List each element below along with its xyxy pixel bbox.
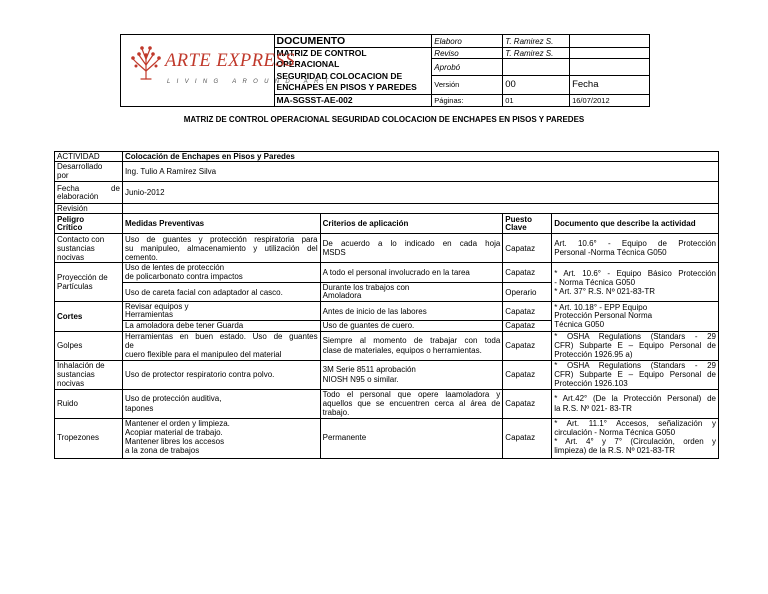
paginas-value: 01 bbox=[503, 94, 570, 106]
documento-cell bbox=[552, 389, 719, 418]
text-line: Uso de lentes de protección bbox=[124, 263, 225, 273]
medidas-cell bbox=[122, 418, 320, 458]
brand-name: ARTE EXPRESS bbox=[165, 51, 295, 71]
text-line: Durante los trabajos con bbox=[322, 282, 410, 292]
text-line: Partículas bbox=[57, 282, 93, 292]
text-line: * Art. 10.18° - EPP Equipo bbox=[554, 302, 648, 312]
puesto-cell: Capataz bbox=[503, 418, 552, 458]
medidas-cell: La amoladora debe tener Guarda bbox=[122, 321, 320, 331]
control-matrix-table bbox=[54, 151, 719, 459]
text-line: Mantener el orden y limpieza. bbox=[124, 419, 230, 429]
text-line: de policarbonato contra impactos bbox=[124, 271, 243, 281]
version-value: 00 bbox=[503, 75, 570, 94]
desarrollado-label-line-2: por bbox=[57, 170, 69, 180]
criterios-cell bbox=[320, 360, 503, 389]
text-line: * Art. 4° y 7° (Circulación, orden y bbox=[554, 437, 716, 447]
col-peligro bbox=[55, 214, 123, 234]
reviso-label: Reviso bbox=[432, 48, 503, 59]
date-value: 16/07/2012 bbox=[570, 94, 650, 106]
criterios-cell bbox=[320, 389, 503, 418]
text-line: trabajo. bbox=[322, 408, 350, 418]
row-fecha bbox=[55, 182, 719, 204]
peligro-cell bbox=[55, 263, 123, 302]
revision-label: Revisión bbox=[55, 204, 123, 214]
table-row bbox=[55, 360, 719, 389]
documento-cell bbox=[552, 263, 719, 302]
table-row bbox=[55, 302, 719, 321]
page-title: MATRIZ DE CONTROL OPERACIONAL SEGURIDAD COLOCACION DE ENCHAPES EN PISOS Y PAREDES bbox=[183, 115, 585, 124]
elaboro-extra bbox=[570, 35, 650, 48]
medidas-cell bbox=[122, 389, 320, 418]
text-line: CFR) Subparte E – Equipo Personal de bbox=[554, 369, 716, 379]
aprobo-extra bbox=[570, 59, 650, 76]
column-header-row bbox=[55, 214, 719, 234]
text-line: Mantener libres los accesos bbox=[124, 437, 225, 447]
text-line: Amoladora bbox=[322, 291, 362, 301]
puesto-cell: Capataz bbox=[503, 360, 552, 389]
table-row bbox=[55, 389, 719, 418]
medidas-cell bbox=[122, 263, 320, 283]
text-line: * Art. 10.6° - Equipo Básico Protección bbox=[554, 268, 716, 278]
text-line: * Art. 11.1° Accesos, señalización y bbox=[554, 419, 716, 429]
doc-title-line-2: SEGURIDAD COLOCACION DE bbox=[276, 70, 403, 81]
text-line: Todo el personal que opere laamoladora y bbox=[322, 389, 501, 399]
desarrollado-label bbox=[55, 162, 123, 182]
documento-cell bbox=[552, 418, 719, 458]
col-peligro-line-1: Peligro bbox=[57, 214, 85, 224]
aprobo-value bbox=[503, 59, 570, 76]
documento-cell bbox=[552, 360, 719, 389]
reviso-value: T. Ramirez S. bbox=[503, 48, 570, 59]
fecha-label bbox=[55, 182, 123, 204]
desarrollado-label-line-1: Desarrollado bbox=[57, 162, 103, 172]
peligro-cell: Cortes bbox=[55, 302, 123, 331]
aprobo-label: Aprobó bbox=[432, 59, 503, 76]
text-line: Revisar equipos y bbox=[124, 301, 189, 311]
text-line: 3M Serie 8511 aprobación bbox=[322, 365, 416, 375]
actividad-value: Colocación de Enchapes en Pisos y Paredes bbox=[122, 152, 718, 162]
puesto-cell: Capataz bbox=[503, 234, 552, 263]
text-line: Art. 10.6° - Equipo de Protección bbox=[554, 239, 716, 249]
text-line: su manipuleo, almacenamiento y utilización del bbox=[124, 243, 318, 253]
table-row bbox=[55, 263, 719, 283]
text-line: Contacto con bbox=[57, 234, 105, 244]
text-line: nocivas bbox=[57, 252, 85, 262]
text-line: Personal -Norma Técnica G050 bbox=[554, 248, 667, 258]
col-puesto-line-1: Puesto bbox=[505, 214, 532, 224]
text-line: Acopiar material de trabajo. bbox=[124, 428, 223, 438]
puesto-cell: Capataz bbox=[503, 331, 552, 360]
paginas-label: Páginas: bbox=[432, 94, 503, 106]
version-label: Versión bbox=[432, 75, 503, 94]
text-line: Uso de protección auditiva, bbox=[124, 394, 222, 404]
table-row bbox=[55, 234, 719, 263]
puesto-cell: Capataz bbox=[503, 302, 552, 321]
desarrollado-value: Ing. Tulio A Ramírez Silva bbox=[122, 162, 718, 182]
puesto-cell: Capataz bbox=[503, 263, 552, 283]
text-line: Herramientas en buen estado. Uso de guantes bbox=[124, 331, 318, 341]
text-line: cemento. bbox=[124, 252, 158, 262]
medidas-cell bbox=[122, 234, 320, 263]
puesto-cell: Capataz bbox=[503, 389, 552, 418]
medidas-cell bbox=[122, 331, 320, 360]
col-documento: Documento que describe la actividad bbox=[552, 214, 719, 234]
text-line: limpieza) de la R.S. Nº 021-83-TR bbox=[554, 445, 675, 455]
text-line: * Art. 37° R.S. Nº 021-83-TR bbox=[554, 286, 656, 296]
documento-cell bbox=[552, 331, 719, 360]
criterios-cell bbox=[320, 283, 503, 302]
col-puesto-line-2: Clave bbox=[505, 222, 527, 232]
text-line: de bbox=[124, 340, 134, 350]
text-line: cuero flexible para el manipuleo del material bbox=[124, 350, 282, 360]
text-line: nocivas bbox=[57, 379, 85, 389]
document-header bbox=[120, 34, 650, 107]
fecha-label-word-2: de bbox=[111, 183, 120, 193]
text-line: CFR) Subparte E – Equipo Personal de bbox=[554, 340, 716, 350]
revision-value bbox=[122, 204, 718, 214]
col-medidas: Medidas Preventivas bbox=[122, 214, 320, 234]
medidas-cell: Uso de protector respiratorio contra polvo. bbox=[122, 360, 320, 389]
peligro-cell: Golpes bbox=[55, 331, 123, 360]
text-line: De acuerdo a lo indicado en cada hoja bbox=[322, 239, 501, 249]
text-line: Protección 1926.103 bbox=[554, 379, 628, 389]
text-line: Inhalación de bbox=[57, 360, 105, 370]
text-line: circulación - Norma Técnica G050 bbox=[554, 428, 676, 438]
text-line: clase de materiales, equipos o herramientas. bbox=[322, 345, 482, 355]
text-line: Protección 1926.95 a) bbox=[554, 350, 633, 360]
peligro-cell bbox=[55, 234, 123, 263]
text-line: * OSHA Regulations (Standars - 29 bbox=[554, 331, 716, 341]
col-criterios: Criterios de aplicación bbox=[320, 214, 503, 234]
text-line: sustancias bbox=[57, 369, 95, 379]
text-line: sustancias bbox=[57, 243, 95, 253]
fecha-label-word-1: Fecha bbox=[57, 183, 80, 193]
text-line: aquellos que se encuentren cerca al área de bbox=[322, 398, 501, 408]
brand-tagline: LIVING AROUND ART bbox=[167, 79, 335, 85]
documento-cell bbox=[552, 234, 719, 263]
table-row bbox=[55, 331, 719, 360]
elaboro-value: T. Ramirez S. bbox=[503, 35, 570, 48]
text-line: Técnica G050 bbox=[554, 319, 605, 329]
fecha-value: Junio-2012 bbox=[122, 182, 718, 204]
puesto-cell: Capataz bbox=[503, 321, 552, 331]
documento-cell bbox=[552, 302, 719, 331]
text-line: Herramientas bbox=[124, 310, 173, 320]
criterios-cell: A todo el personal involucrado en la tarea bbox=[320, 263, 503, 283]
text-line: Uso de guantes y protección respiratoria para bbox=[124, 234, 318, 244]
doc-title-line-1: MATRIZ DE CONTROL OPERACIONAL bbox=[276, 48, 367, 70]
criterios-cell bbox=[320, 234, 503, 263]
medidas-cell: Uso de careta facial con adaptador al casco. bbox=[122, 283, 320, 302]
row-actividad bbox=[55, 152, 719, 162]
table-row bbox=[55, 418, 719, 458]
criterios-cell: Antes de inicio de las labores bbox=[320, 302, 503, 321]
peligro-cell: Ruido bbox=[55, 389, 123, 418]
row-revision bbox=[55, 204, 719, 214]
text-line: Proyección de bbox=[57, 273, 108, 283]
doc-code: MA-SGSST-AE-002 bbox=[274, 94, 432, 106]
fecha-label: Fecha bbox=[570, 75, 650, 94]
text-line: a la zona de trabajos bbox=[124, 445, 200, 455]
doc-title-line-3: ENCHAPES EN PISOS Y PAREDES bbox=[276, 82, 417, 93]
criterios-cell: Permanente bbox=[320, 418, 503, 458]
medidas-cell bbox=[122, 302, 320, 321]
peligro-cell: Tropezones bbox=[55, 418, 123, 458]
puesto-cell: Operario bbox=[503, 283, 552, 302]
row-desarrollado bbox=[55, 162, 719, 182]
doc-title bbox=[274, 48, 432, 95]
elaboro-label: Elaboro bbox=[432, 35, 503, 48]
doc-label: DOCUMENTO bbox=[274, 35, 432, 48]
text-line: - Norma Técnica G050 bbox=[554, 277, 636, 287]
actividad-label: ACTIVIDAD bbox=[55, 152, 123, 162]
criterios-cell: Uso de guantes de cuero. bbox=[320, 321, 503, 331]
text-line: Siempre al momento de trabajar con toda bbox=[322, 336, 501, 346]
text-line: * Art.42° (De la Protección Personal) de bbox=[554, 394, 716, 404]
text-line: * OSHA Regulations (Standars - 29 bbox=[554, 360, 716, 370]
text-line: la R.S. Nº 021- 83-TR bbox=[554, 403, 632, 413]
tree-logo-icon bbox=[131, 45, 161, 81]
text-line: NIOSH N95 o similar. bbox=[322, 374, 399, 384]
text-line: MSDS bbox=[322, 248, 346, 258]
peligro-cell bbox=[55, 360, 123, 389]
text-line: tapones bbox=[124, 403, 154, 413]
col-puesto bbox=[503, 214, 552, 234]
col-peligro-line-2: Crítico bbox=[57, 222, 83, 232]
fecha-label-line-2: elaboración bbox=[57, 191, 99, 201]
reviso-extra bbox=[570, 48, 650, 59]
text-line: Protección Personal Norma bbox=[554, 311, 653, 321]
criterios-cell bbox=[320, 331, 503, 360]
